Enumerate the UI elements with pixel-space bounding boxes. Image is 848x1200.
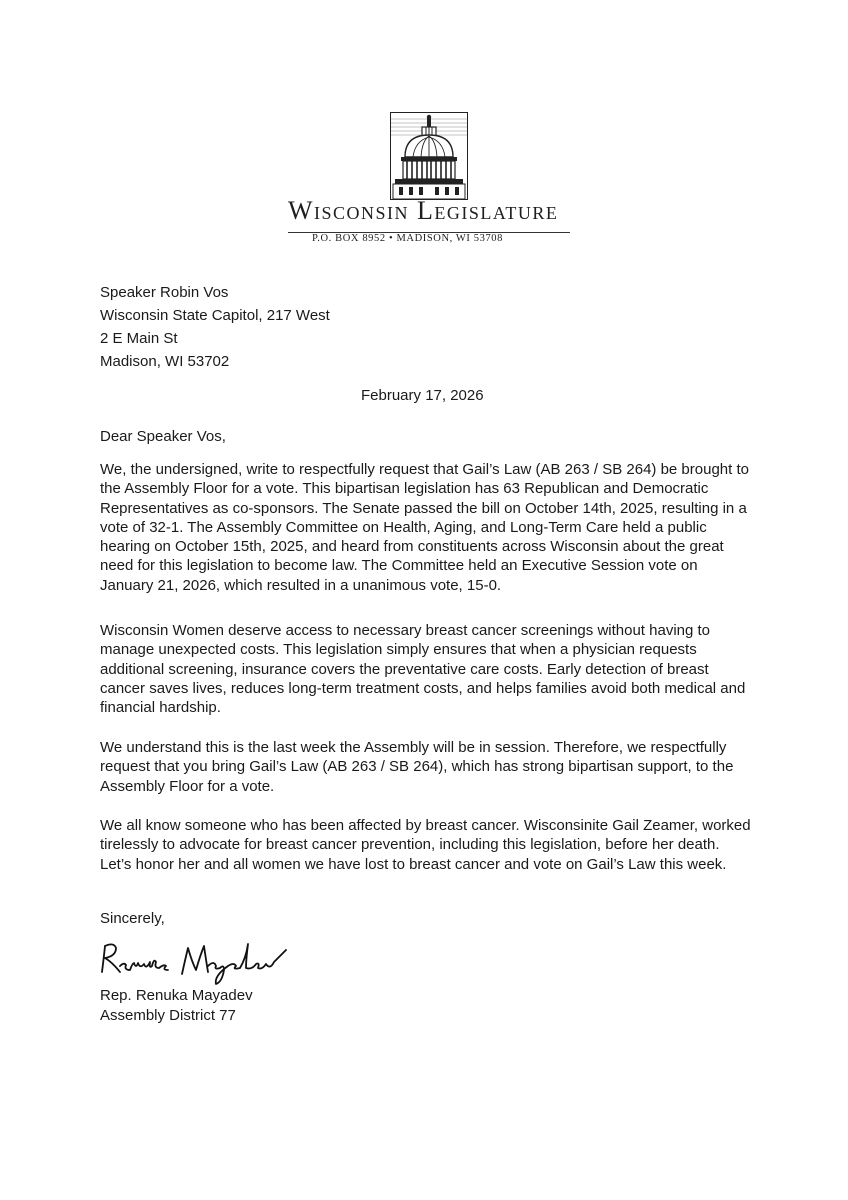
recipient-name: Speaker Robin Vos: [100, 284, 229, 301]
recipient-line: Madison, WI 53702: [100, 353, 230, 370]
org-address: P.O. BOX 8952 • MADISON, WI 53708: [312, 233, 503, 244]
signer-title: Assembly District 77: [100, 1007, 236, 1024]
closing: Sincerely,: [100, 910, 165, 927]
signer-name: Rep. Renuka Mayadev: [100, 987, 253, 1004]
org-name: Wisconsin Legislature: [288, 196, 559, 225]
handwritten-signature: [96, 936, 306, 986]
recipient-line: Wisconsin State Capitol, 217 West: [100, 307, 330, 324]
recipient-address: [100, 281, 330, 373]
recipient-line: 2 E Main St: [100, 330, 178, 347]
body-paragraph: We understand this is the last week the Assembly will be in session. Therefore, we respectfully request that you bring Gail’s Law (AB 263 / SB 264), which has strong bipartisan support, to the Assembly Floor for a vote.: [100, 739, 734, 795]
capitol-dome-icon: [390, 112, 468, 200]
letter-date: February 17, 2026: [361, 387, 484, 404]
body-paragraph: Wisconsin Women deserve access to necessary breast cancer screenings without having to manage unexpected costs. This legislation simply ensures that when a physician requests additional screening, insurance covers the preventative care costs. Early detection of breast cancer saves lives, reduces long-term treatment costs, and helps families avoid both medical and financial hardship.: [100, 622, 746, 717]
body-paragraph: We all know someone who has been affected by breast cancer. Wisconsinite Gail Zeamer, worked tirelessly to advocate for breast cancer prevention, including this legislation, before her death. Let’s honor her and all women we have lost to breast cancer and vote on Gail’s Law this week.: [100, 817, 751, 873]
signer-block: [100, 986, 253, 1026]
body-paragraph: We, the undersigned, write to respectfully request that Gail’s Law (AB 263 / SB 264) be brought to the Assembly Floor for a vote. This bipartisan legislation has 63 Republican and Democratic Representatives as co-sponsors. The Senate passed the bill on October 14th, 2025, resulting in a vote of 32-1. The Assembly Committee on Health, Aging, and Long-Term Care held a public hearing on October 15th, 2025, and heard from constituents across Wisconsin about the great need for this legislation to become law. The Committee held an Executive Session vote on January 21, 2026, which resulted in a unanimous vote, 15-0.: [100, 461, 749, 594]
salutation: Dear Speaker Vos,: [100, 428, 226, 445]
